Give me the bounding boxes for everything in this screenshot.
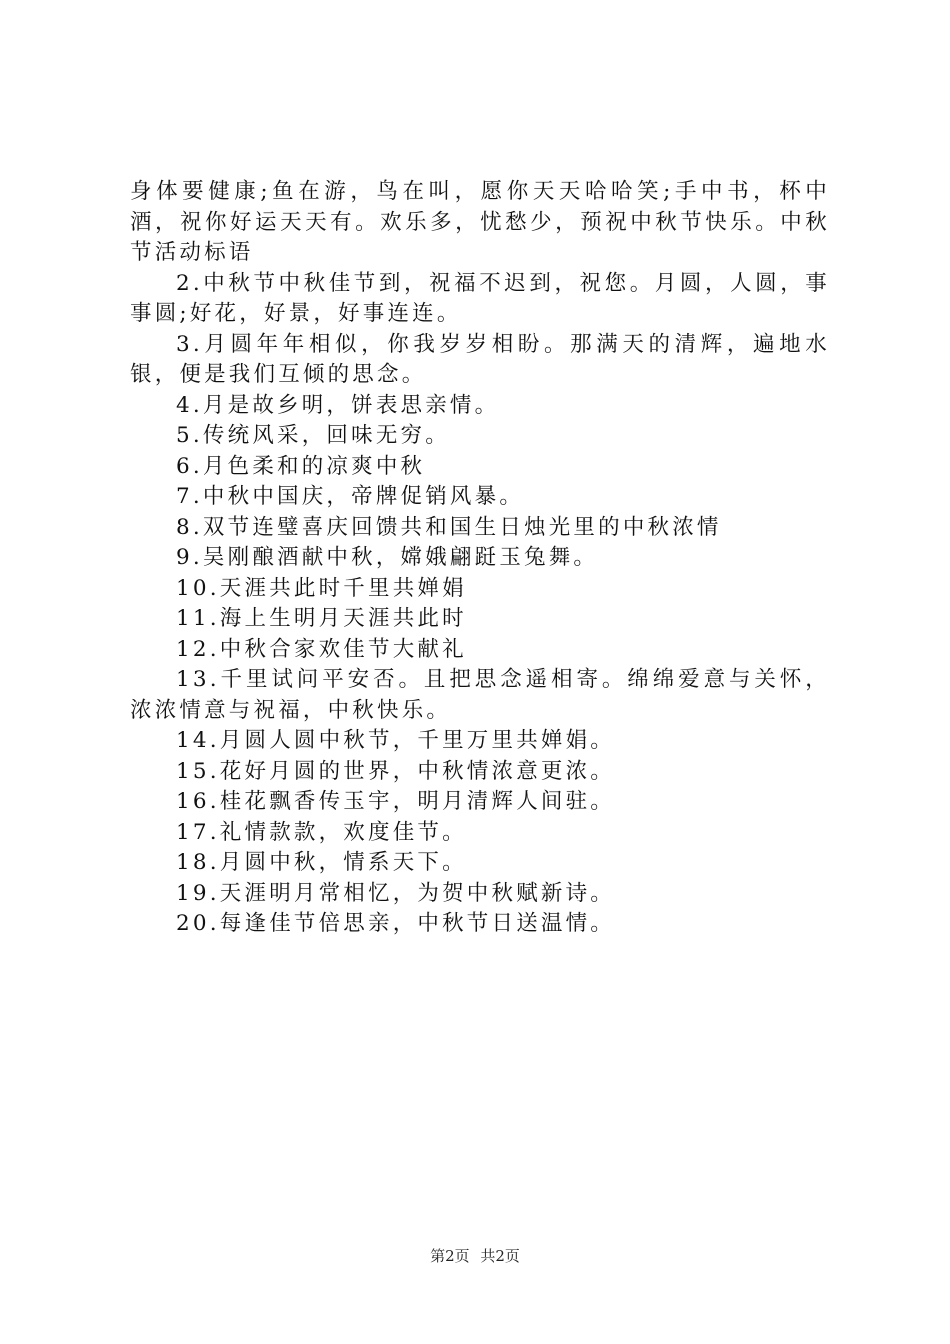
list-item: 15.花好月圆的世界，中秋情浓意更浓。: [176, 758, 615, 784]
paragraph-continuation: 身体要健康;鱼在游，鸟在叫，愿你天天哈哈笑;手中书，杯中酒，祝你好运天天有。欢乐多，忧愁少，预祝中秋节快乐。中秋节活动标语: [130, 179, 830, 265]
list-item: 12.中秋合家欢佳节大献礼: [176, 636, 467, 662]
list-item: 11.海上生明月天涯共此时: [176, 606, 467, 631]
page-footer: [0, 1245, 950, 1266]
list-item: 17.礼情款款，欢度佳节。: [176, 819, 467, 845]
list-item: 20.每逢佳节倍思亲，中秋节日送温情。: [176, 911, 615, 936]
list-item: 10.天涯共此时千里共婵娟: [176, 575, 467, 601]
list-item: 9.吴刚酿酒献中秋，嫦娥翩跹玉兔舞。: [176, 545, 599, 570]
page-total: 共2页: [480, 1247, 520, 1265]
page-number: 第2页: [430, 1247, 470, 1265]
list-item: 4.月是故乡明，饼表思亲情。: [176, 392, 500, 418]
list-item: 19.天涯明月常相忆，为贺中秋赋新诗。: [176, 880, 615, 906]
list-item: 2.中秋节中秋佳节到，祝福不迟到，祝您。月圆，人圆，事事圆;好花，好景，好事连连。: [130, 270, 830, 326]
list-item: 6.月色柔和的凉爽中秋: [176, 453, 426, 479]
list-item: 8.双节连璧喜庆回馈共和国生日烛光里的中秋浓情: [176, 514, 722, 540]
list-item: 14.月圆人圆中秋节，千里万里共婵娟。: [176, 728, 615, 753]
document-body: [130, 177, 830, 940]
list-item: 16.桂花飘香传玉宇，明月清辉人间驻。: [176, 789, 615, 814]
list-item: 18.月圆中秋，情系天下。: [176, 850, 467, 875]
list-item: 13.千里试问平安否。且把思念遥相寄。绵绵爱意与关怀，浓浓情意与祝福，中秋快乐。: [130, 667, 830, 723]
list-item: 3.月圆年年相似，你我岁岁相盼。那满天的清辉，遍地水银，便是我们互倾的思念。: [130, 331, 830, 387]
list-item: 7.中秋中国庆，帝牌促销风暴。: [176, 484, 525, 509]
list-item: 5.传统风采，回味无穷。: [176, 423, 450, 448]
